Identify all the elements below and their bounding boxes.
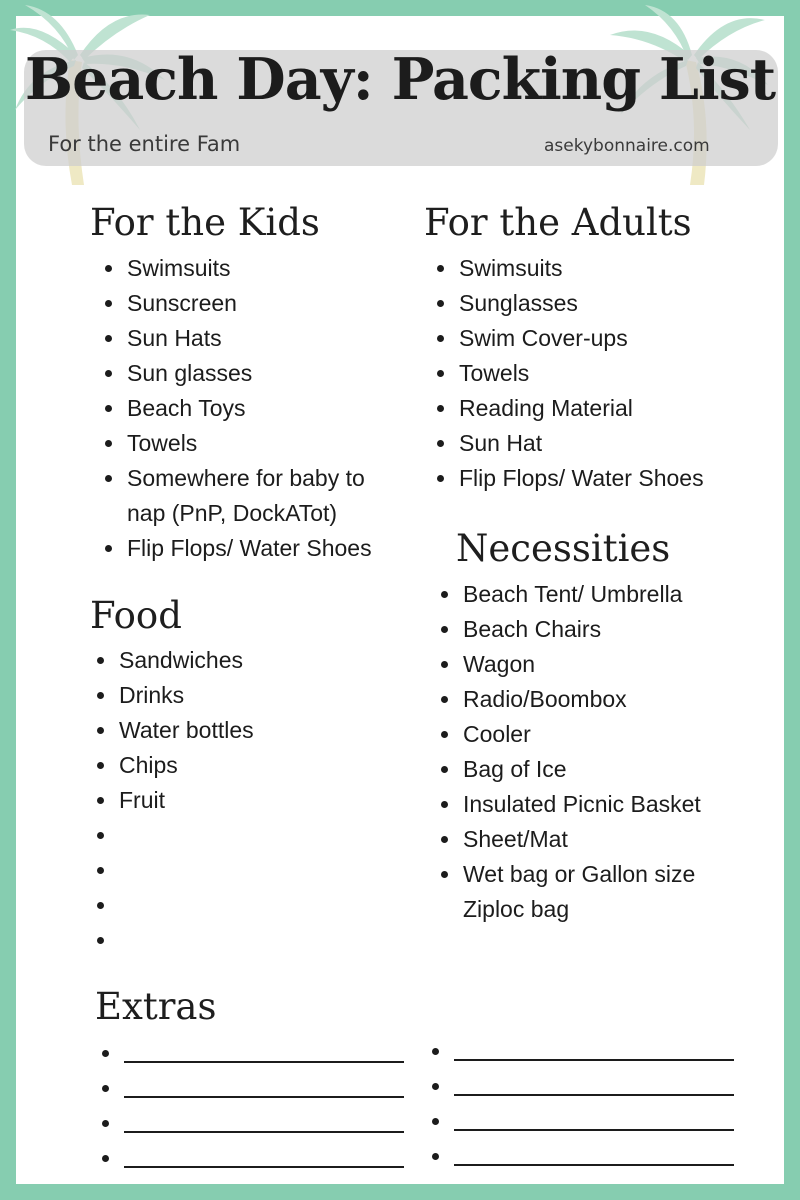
list-extras-left xyxy=(130,1036,410,1176)
list-item: Swimsuits xyxy=(127,251,397,286)
heading-adults: For the Adults xyxy=(424,201,692,244)
list-item: Bag of Ice xyxy=(463,752,733,787)
list-item-blank xyxy=(119,923,379,958)
list-item: Insulated Picnic Basket xyxy=(463,787,733,822)
blank-line xyxy=(124,1061,404,1063)
list-item: Sun Hat xyxy=(459,426,749,461)
blank-line-item xyxy=(130,1106,410,1141)
page-title: Beach Day: Packing List xyxy=(24,46,776,113)
heading-extras: Extras xyxy=(95,985,217,1028)
blank-line xyxy=(124,1166,404,1168)
list-item: Cooler xyxy=(463,717,733,752)
list-item: Somewhere for baby to nap (PnP, DockATot) xyxy=(127,461,397,531)
blank-line-item xyxy=(130,1071,410,1106)
list-kids xyxy=(127,251,397,566)
list-necessities xyxy=(463,577,733,927)
blank-line xyxy=(454,1164,734,1166)
heading-kids: For the Kids xyxy=(90,201,320,244)
list-item: Sunglasses xyxy=(459,286,749,321)
list-item: Towels xyxy=(127,426,397,461)
list-item: Wet bag or Gallon size Ziploc bag xyxy=(463,857,733,927)
list-extras-right xyxy=(460,1034,740,1174)
list-item: Beach Tent/ Umbrella xyxy=(463,577,733,612)
list-adults xyxy=(459,251,749,496)
heading-necessities: Necessities xyxy=(456,527,671,570)
list-item-blank xyxy=(119,853,379,888)
list-item: Beach Toys xyxy=(127,391,397,426)
list-item: Beach Chairs xyxy=(463,612,733,647)
blank-line-item xyxy=(460,1069,740,1104)
blank-line-item xyxy=(130,1036,410,1071)
list-food xyxy=(119,643,379,958)
list-item: Fruit xyxy=(119,783,379,818)
list-item: Water bottles xyxy=(119,713,379,748)
list-item: Sandwiches xyxy=(119,643,379,678)
list-item: Drinks xyxy=(119,678,379,713)
list-item: Reading Material xyxy=(459,391,749,426)
blank-line xyxy=(454,1059,734,1061)
list-item: Sheet/Mat xyxy=(463,822,733,857)
list-item: Swim Cover-ups xyxy=(459,321,749,356)
blank-line-item xyxy=(460,1034,740,1069)
list-item: Sunscreen xyxy=(127,286,397,321)
list-item: Towels xyxy=(459,356,749,391)
blank-line-item xyxy=(130,1141,410,1176)
list-item: Radio/Boombox xyxy=(463,682,733,717)
blank-line xyxy=(124,1096,404,1098)
list-item: Flip Flops/ Water Shoes xyxy=(459,461,749,496)
blank-line xyxy=(454,1129,734,1131)
blank-line xyxy=(124,1131,404,1133)
list-item-blank xyxy=(119,818,379,853)
heading-food: Food xyxy=(90,594,182,637)
subtitle: For the entire Fam xyxy=(48,132,241,156)
list-item: Swimsuits xyxy=(459,251,749,286)
blank-line-item xyxy=(460,1104,740,1139)
list-item: Sun Hats xyxy=(127,321,397,356)
list-item: Chips xyxy=(119,748,379,783)
list-item: Sun glasses xyxy=(127,356,397,391)
list-item-blank xyxy=(119,888,379,923)
website-label: asekybonnaire.com xyxy=(544,136,710,156)
blank-line xyxy=(454,1094,734,1096)
list-item: Flip Flops/ Water Shoes xyxy=(127,531,397,566)
list-item: Wagon xyxy=(463,647,733,682)
blank-line-item xyxy=(460,1139,740,1174)
